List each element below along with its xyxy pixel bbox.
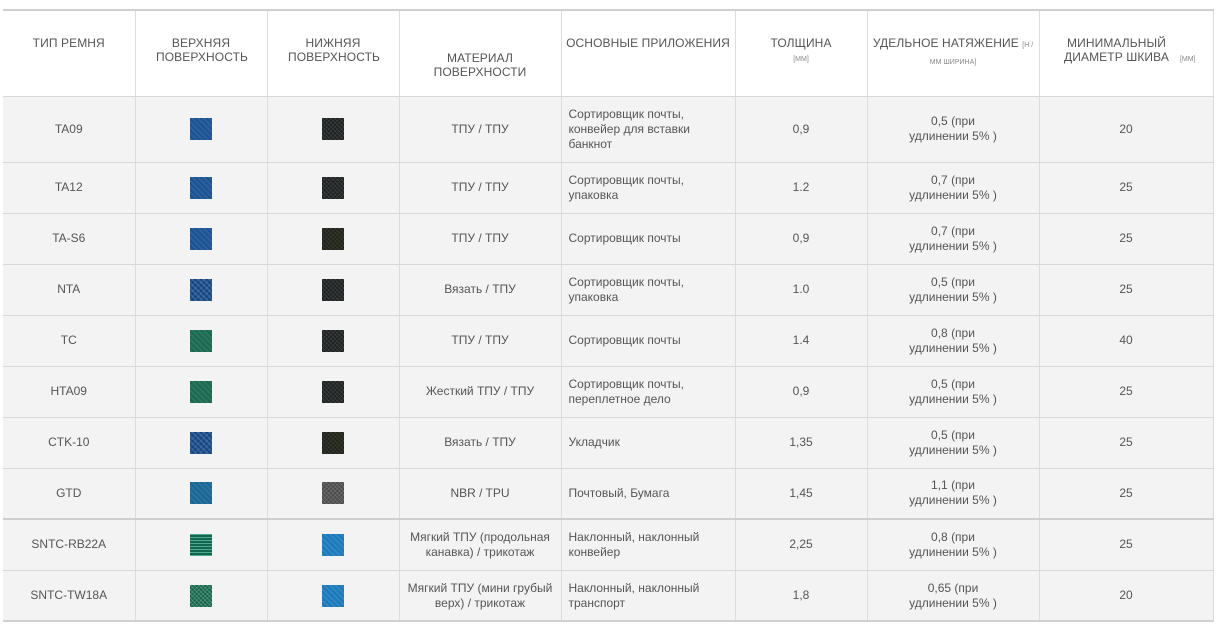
cell-top-surface [135,162,267,213]
cell-belt-type: TA09 [3,96,135,162]
top-surface-swatch [190,228,212,250]
table-row [3,570,1213,621]
cell-thickness: 1.2 [735,162,867,213]
cell-bottom-surface [267,162,399,213]
cell-material: Вязать / ТПУ [399,417,561,468]
cell-belt-type: TA-S6 [3,213,135,264]
header-min-diameter: МИНИМАЛЬНЫЙ ДИАМЕТР ШКИВА [ММ] [1039,10,1213,96]
cell-application: Укладчик [561,417,735,468]
header-surface-material: МАТЕРИАЛ ПОВЕРХНОСТИ [399,10,561,96]
cell-thickness: 0,9 [735,213,867,264]
cell-bottom-surface [267,366,399,417]
header-thickness: ТОЛЩИНА [ММ] [735,10,867,96]
table-row [3,264,1213,315]
table-row [3,519,1213,570]
bottom-surface-swatch [322,534,344,556]
cell-material: ТПУ / ТПУ [399,96,561,162]
cell-material: ТПУ / ТПУ [399,213,561,264]
cell-tension: 0,8 (при удлинении 5% ) [867,315,1039,366]
bottom-surface-swatch [322,177,344,199]
cell-min-diameter: 25 [1039,366,1213,417]
bottom-surface-swatch [322,228,344,250]
tension-unit: ММ ШИРИНА] [929,59,977,66]
cell-tension: 0,5 (при удлинении 5% ) [867,264,1039,315]
cell-belt-type: HTA09 [3,366,135,417]
cell-application: Наклонный, наклонный транспорт [561,570,735,621]
cell-bottom-surface [267,468,399,519]
cell-min-diameter: 25 [1039,162,1213,213]
table-header [3,10,1213,96]
cell-belt-type: TA12 [3,162,135,213]
cell-thickness: 1,35 [735,417,867,468]
table-row [3,468,1213,519]
cell-tension: 0,5 (при удлинении 5% ) [867,96,1039,162]
top-surface-swatch [190,432,212,454]
cell-top-surface [135,519,267,570]
table-row [3,162,1213,213]
header-tension: УДЕЛЬНОЕ НАТЯЖЕНИЕ [Н / ММ ШИРИНА] [867,10,1039,96]
cell-material: Вязать / ТПУ [399,264,561,315]
cell-application: Сортировщик почты [561,213,735,264]
cell-application: Сортировщик почты, упаковка [561,264,735,315]
cell-min-diameter: 25 [1039,468,1213,519]
cell-thickness: 0,9 [735,366,867,417]
bottom-surface-swatch [322,482,344,504]
cell-belt-type: SNTC-TW18A [3,570,135,621]
cell-application: Сортировщик почты, переплетное дело [561,366,735,417]
cell-tension: 0,5 (при удлинении 5% ) [867,366,1039,417]
bottom-surface-swatch [322,118,344,140]
cell-bottom-surface [267,264,399,315]
table-row [3,366,1213,417]
cell-min-diameter: 25 [1039,417,1213,468]
header-top-surface: ВЕРХНЯЯ ПОВЕРХНОСТЬ [135,10,267,96]
bottom-surface-swatch [322,279,344,301]
header-bottom-surface: НИЖНЯЯ ПОВЕРХНОСТЬ [267,10,399,96]
cell-material: ТПУ / ТПУ [399,162,561,213]
top-surface-swatch [190,482,212,504]
bottom-surface-swatch [322,585,344,607]
top-surface-swatch [190,330,212,352]
cell-application: Сортировщик почты [561,315,735,366]
top-surface-swatch [190,585,212,607]
top-surface-swatch [190,177,212,199]
thickness-unit: [ММ] [793,56,809,63]
cell-tension: 0,7 (при удлинении 5% ) [867,162,1039,213]
cell-application: Почтовый, Бумага [561,468,735,519]
bottom-surface-swatch [322,432,344,454]
cell-top-surface [135,213,267,264]
cell-bottom-surface [267,96,399,162]
cell-thickness: 1,8 [735,570,867,621]
cell-thickness: 0,9 [735,96,867,162]
header-belt-type: ТИП РЕМНЯ [3,10,135,96]
cell-min-diameter: 25 [1039,519,1213,570]
cell-thickness: 1,45 [735,468,867,519]
cell-top-surface [135,417,267,468]
cell-material: Жесткий ТПУ / ТПУ [399,366,561,417]
cell-tension: 0,7 (при удлинении 5% ) [867,213,1039,264]
cell-material: Мягкий ТПУ (мини грубый верх) / трикотаж [399,570,561,621]
min-diameter-unit: [ММ] [1179,56,1196,63]
table-row [3,213,1213,264]
bottom-surface-swatch [322,330,344,352]
cell-bottom-surface [267,315,399,366]
cell-min-diameter: 20 [1039,96,1213,162]
table-row [3,315,1213,366]
cell-belt-type: CTK-10 [3,417,135,468]
cell-thickness: 2,25 [735,519,867,570]
cell-top-surface [135,366,267,417]
header-applications: ОСНОВНЫЕ ПРИЛОЖЕНИЯ [561,10,735,96]
cell-bottom-surface [267,570,399,621]
cell-tension: 0,5 (при удлинении 5% ) [867,417,1039,468]
cell-material: NBR / TPU [399,468,561,519]
cell-belt-type: NTA [3,264,135,315]
cell-bottom-surface [267,417,399,468]
cell-application: Сортировщик почты, упаковка [561,162,735,213]
cell-top-surface [135,570,267,621]
cell-top-surface [135,468,267,519]
cell-application: Наклонный, наклонный конвейер [561,519,735,570]
table-body [3,96,1213,621]
top-surface-swatch [190,534,212,556]
cell-bottom-surface [267,519,399,570]
cell-belt-type: SNTC-RB22A [3,519,135,570]
cell-top-surface [135,96,267,162]
table-row [3,417,1213,468]
top-surface-swatch [190,279,212,301]
cell-thickness: 1.0 [735,264,867,315]
table-row [3,96,1213,162]
bottom-surface-swatch [322,381,344,403]
cell-tension: 0,65 (при удлинении 5% ) [867,570,1039,621]
cell-belt-type: GTD [3,468,135,519]
cell-material: Мягкий ТПУ (продольная канавка) / трикотаж [399,519,561,570]
cell-min-diameter: 20 [1039,570,1213,621]
top-surface-swatch [190,381,212,403]
cell-tension: 0,8 (при удлинении 5% ) [867,519,1039,570]
cell-bottom-surface [267,213,399,264]
cell-material: ТПУ / ТПУ [399,315,561,366]
cell-tension: 1,1 (при удлинении 5% ) [867,468,1039,519]
cell-top-surface [135,264,267,315]
belt-spec-table-wrap [3,9,1213,622]
cell-min-diameter: 25 [1039,264,1213,315]
cell-application: Сортировщик почты, конвейер для вставки банкнот [561,96,735,162]
top-surface-swatch [190,118,212,140]
cell-min-diameter: 25 [1039,213,1213,264]
cell-top-surface [135,315,267,366]
belt-spec-table [3,9,1214,622]
cell-min-diameter: 40 [1039,315,1213,366]
cell-thickness: 1.4 [735,315,867,366]
cell-belt-type: TC [3,315,135,366]
table-bottom-border [3,620,1213,622]
